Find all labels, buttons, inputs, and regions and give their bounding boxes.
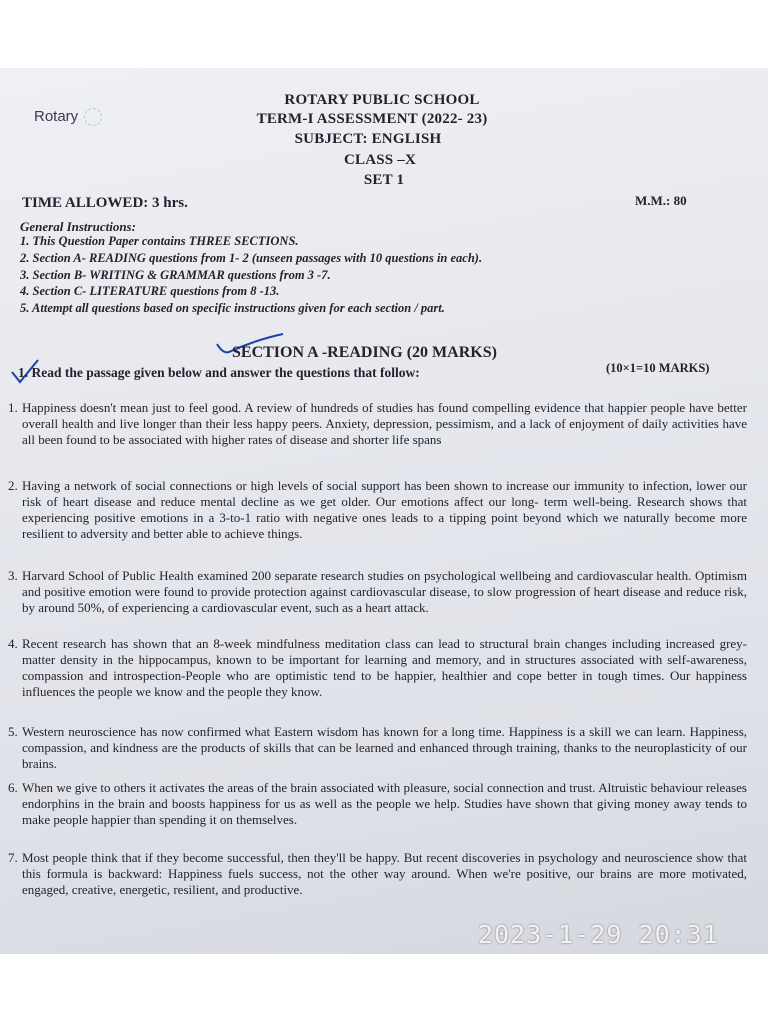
set-line: SET 1 [363, 172, 405, 188]
logo-text: Rotary [34, 108, 79, 125]
passage-paragraph [8, 400, 753, 448]
instruction-item: 5. Attempt all questions based on specific instructions given for each section / part. [20, 301, 445, 315]
instructions-title: General Instructions: [20, 219, 136, 234]
paragraph-text: Recent research has shown that an 8-week mindfulness meditation class can lead to structural brain changes including increased grey-matter density in the hippocampus, known to be important for learning and memory, and in structures associated with self-awareness, compassion and introspection-People who are optimistic tend to be happier, healthier and cope better in tough times. Our happiness influences the people we know and the people they know. [22, 636, 747, 699]
instruction-item: 3. Section B- WRITING & GRAMMAR questions from 3 -7. [20, 268, 331, 282]
instruction-item: 2. Section A- READING questions from 1- 2 (unseen passages with 10 questions in each). [20, 251, 483, 265]
paragraph-text: Most people think that if they become successful, then they'll be happy. But recent discoveries in psychology and neuroscience show that this formula is backward: Happiness fuels success, not the other way around. When we're positive, our brains are more motivated, engaged, creative, energetic, resilient, and productive. [22, 850, 747, 897]
passage-paragraph [8, 850, 753, 898]
assessment-title: TERM-I ASSESSMENT (2022- 23) [256, 111, 488, 127]
time-allowed: TIME ALLOWED: 3 hrs. [22, 195, 188, 211]
class-line: CLASS –X [343, 152, 417, 168]
school-name: ROTARY PUBLIC SCHOOL [284, 92, 480, 108]
paragraph-number: 7. [8, 850, 18, 865]
paragraph-text: Western neuroscience has now confirmed what Eastern wisdom has known for a long time. Happiness is a skill we can learn. Happiness, compassion, and kindness are the products of skills that can be learned and enhanced through training, thanks to the neuroplasticity of our brains. [22, 724, 747, 771]
paragraph-number: 4. [8, 636, 18, 651]
passage-paragraph [8, 636, 753, 700]
paragraph-text: Having a network of social connections or high levels of social support has been shown to increase our immunity to infection, lower our risk of heart disease and reduce mental decline as we get older. Our emotions affect our long- term well-being. Research shows that experiencing positive emotions in a 3-to-1 ratio with negative ones leads to a tipping point beyond which we naturally become more resilient to adversity and better able to achieve things. [22, 478, 747, 541]
max-marks: M.M.: 80 [635, 193, 687, 208]
paragraph-number: 1. [8, 400, 18, 415]
question-paper [0, 68, 768, 954]
question-marks: (10×1=10 MARKS) [606, 361, 710, 375]
photo-timestamp: 2023-1-29 20:31 [478, 920, 719, 949]
paragraph-text: When we give to others it activates the areas of the brain associated with pleasure, social connection and trust. Altruistic behaviour releases endorphins in the brain and boosts happiness for us as well as the people we help. Studies have shown that giving money away tends to make people happier than spending it on themselves. [22, 780, 747, 827]
instruction-item: 1. This Question Paper contains THREE SECTIONS. [20, 234, 299, 248]
paragraph-number: 6. [8, 780, 18, 795]
paragraph-number: 3. [8, 568, 18, 583]
paragraph-text: Happiness doesn't mean just to feel good. A review of hundreds of studies has found compelling evidence that happier people have better overall health and live longer than their less happy peers. Anxiety, depression, pessimism, and a lack of enjoyment of daily activities have all been found to be associated with higher rates of disease and shorter life spans [22, 400, 747, 447]
passage-paragraph [8, 478, 753, 542]
instruction-item: 4. Section C- LITERATURE questions from 8 -13. [20, 284, 280, 298]
passage-paragraph [8, 568, 753, 616]
subject-line: SUBJECT: ENGLISH [294, 131, 442, 147]
passage-paragraph [8, 724, 753, 772]
section-a-title: SECTION A -READING (20 MARKS) [232, 344, 497, 361]
paragraph-text: Harvard School of Public Health examined 200 separate research studies on psychological wellbeing and cardiovascular health. Optimism and positive emotion were found to provide protection against cardiovascular disease, to slow progression of heart disease and reduce risk, by around 50%, of experiencing a cardiovascular event, such as a heart attack. [22, 568, 747, 615]
paragraph-number: 2. [8, 478, 18, 493]
paragraph-number: 5. [8, 724, 18, 739]
passage-paragraph [8, 780, 753, 828]
question-1: 1. Read the passage given below and answer the questions that follow: [18, 365, 420, 380]
